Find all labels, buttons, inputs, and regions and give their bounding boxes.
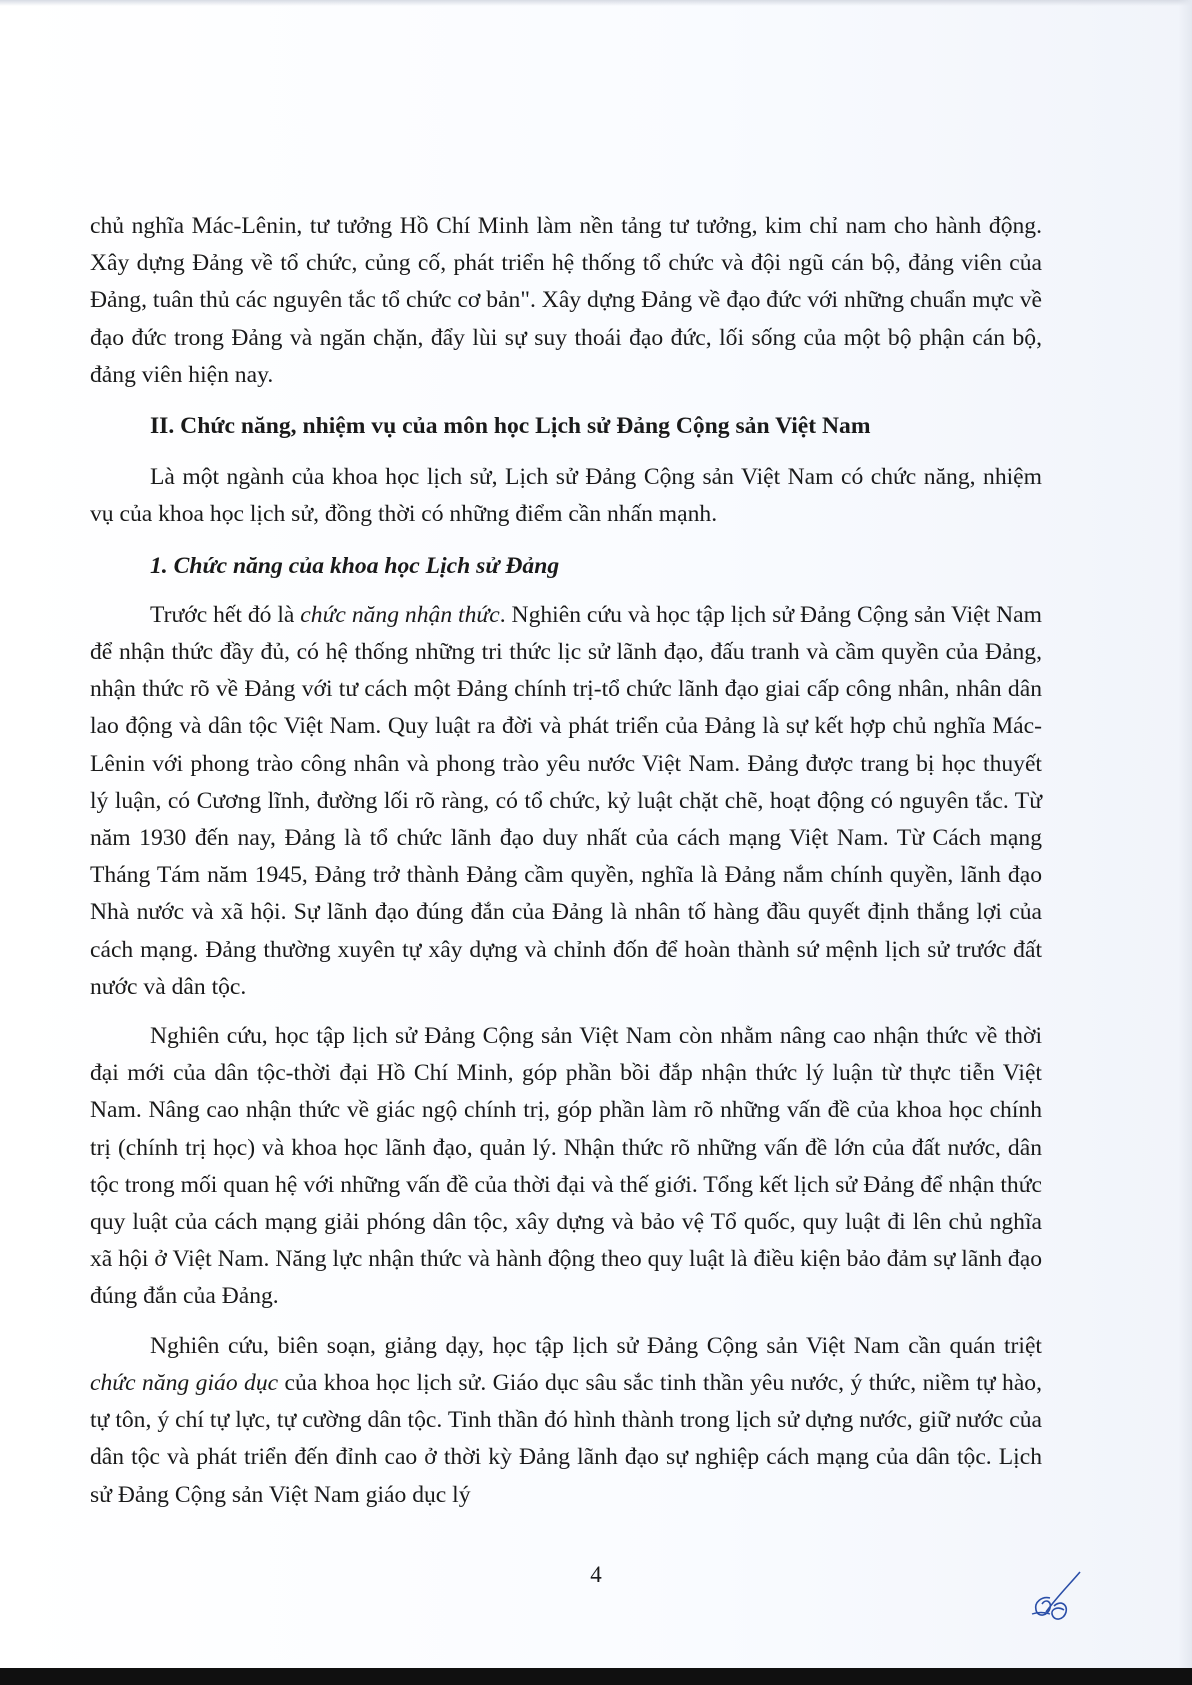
paragraph-text: Trước hết đó là — [150, 601, 301, 628]
paragraph-continuation: chủ nghĩa Mác-Lênin, tư tưởng Hồ Chí Minh làm nền tảng tư tưởng, kim chỉ nam cho hành động. Xây dựng Đảng về tổ chức, củng cố, phát triển hệ thống tổ chức và đội ngũ cán bộ, đảng viên của Đảng, tuân thủ các nguyên tắc tổ chức cơ bản". Xây dựng Đảng về đạo đức với những chuẩn mực về đạo đức trong Đảng và ngăn chặn, đẩy lùi sự suy thoái đạo đức, lối sống của một bộ phận cán bộ, đảng viên hiện nay. — [90, 213, 1042, 388]
paragraph-educational-function — [90, 1328, 1042, 1514]
paragraph-intro: Là một ngành của khoa học lịch sử, Lịch sử Đảng Cộng sản Việt Nam có chức năng, nhiệm vụ của khoa học lịch sử, đồng thời có những điểm cần nhấn mạnh. — [90, 464, 1042, 528]
paragraph-text: Nghiên cứu, biên soạn, giảng dạy, học tập lịch sử Đảng Cộng sản Việt Nam cần quán triệt — [150, 1332, 1042, 1359]
page-body — [90, 208, 1042, 1514]
scan-right-edge — [1178, 0, 1192, 1685]
paragraph-awareness: Nghiên cứu, học tập lịch sử Đảng Cộng sản Việt Nam còn nhằm nâng cao nhận thức về thời đại mới của dân tộc-thời đại Hồ Chí Minh, góp phần bồi đắp nhận thức lý luận từ thực tiễn Việt Nam. Nâng cao nhận thức về giác ngộ chính trị, góp phần làm rõ những vấn đề của khoa học chính trị (chính trị học) và khoa học lãnh đạo, quản lý. Nhận thức rõ những vấn đề lớn của đất nước, dân tộc trong mối quan hệ với những vấn đề của thời đại và thế giới. Tổng kết lịch sử Đảng để nhận thức quy luật của cách mạng giải phóng dân tộc, xây dựng và bảo vệ Tổ quốc, quy luật đi lên chủ nghĩa xã hội ở Việt Nam. Năng lực nhận thức và hành động theo quy luật là điều kiện bảo đảm sự lãnh đạo đúng đắn của Đảng. — [90, 1023, 1042, 1310]
subsection-heading: 1. Chức năng của khoa học Lịch sử Đảng — [150, 552, 560, 579]
section-heading: II. Chức năng, nhiệm vụ của môn học Lịch sử Đảng Cộng sản Việt Nam — [150, 413, 871, 440]
paragraph-text: của khoa học lịch sử. Giáo dục sâu sắc tinh thần yêu nước, ý thức, niềm tự hào, tự tôn, ý chí tự lực, tự cường dân tộc. Tinh thần đó hình thành trong lịch sử dựng nước, giữ nước của dân tộc và phát triển đến đỉnh cao ở thời kỳ Đảng lãnh đạo sự nghiệp cách mạng của dân tộc. Lịch sử Đảng Cộng sản Việt Nam giáo dục lý — [90, 1369, 1042, 1508]
scan-top-edge — [0, 0, 1192, 6]
scan-bottom-edge — [0, 1668, 1192, 1685]
page-number: 4 — [590, 1562, 602, 1587]
paragraph-cognitive-function — [90, 597, 1042, 1006]
emphasis-text: chức năng nhận thức — [300, 601, 500, 628]
emphasis-text: chức năng giáo dục — [90, 1369, 279, 1396]
paragraph-text: . Nghiên cứu và học tập lịch sử Đảng Cộng sản Việt Nam để nhận thức đầy đủ, có hệ thống những tri thức lịc sử lãnh đạo, đấu tranh và cầm quyền của Đảng, nhận thức rõ về Đảng với tư cách một Đảng chính trị-tổ chức lãnh đạo giai cấp công nhân, nhân dân lao động và dân tộc Việt Nam. Quy luật ra đời và phát triển của Đảng là sự kết hợp chủ nghĩa Mác-Lênin với phong trào công nhân và phong trào yêu nước Việt Nam. Đảng được trang bị học thuyết lý luận, có Cương lĩnh, đường lối rõ ràng, có tổ chức, kỷ luật chặt chẽ, hoạt động có nguyên tắc. Từ năm 1930 đến nay, Đảng là tổ chức lãnh đạo duy nhất của cách mạng Việt Nam. Từ Cách mạng Tháng Tám năm 1945, Đảng trở thành Đảng cầm quyền, nghĩa là Đảng nắm chính quyền, lãnh đạo Nhà nước và xã hội. Sự lãnh đạo đúng đắn của Đảng là nhân tố hàng đầu quyết định thắng lợi của cách mạng. Đảng thường xuyên tự xây dựng và chỉnh đốn để hoàn thành sứ mệnh lịch sử trước đất nước và dân tộc. — [90, 601, 1042, 1000]
signature-initials — [1020, 1568, 1090, 1630]
